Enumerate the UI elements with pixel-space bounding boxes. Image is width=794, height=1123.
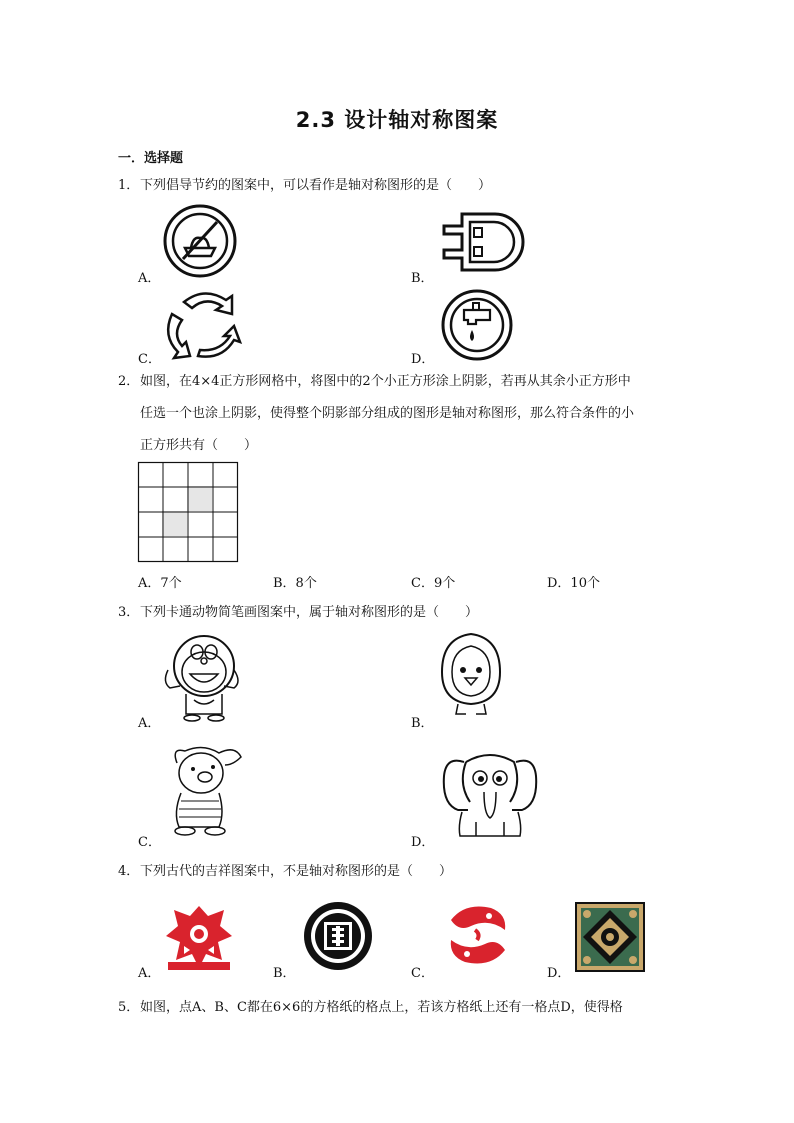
- q2-text-line-1: 如图，在4×4正方形网格中，将图中的2个小正方形涂上阴影，若再从其余小正方形中: [140, 374, 631, 389]
- q3-option-d[interactable]: D．: [411, 835, 435, 850]
- q3-option-b[interactable]: B．: [411, 716, 434, 731]
- section-heading: 一．选择题: [118, 151, 184, 166]
- red-phoenix-paper-cut-icon: [164, 902, 234, 972]
- red-double-fish-icon: [445, 900, 511, 970]
- q4-option-d[interactable]: D．: [547, 966, 571, 981]
- q4-option-a[interactable]: A．: [138, 966, 161, 981]
- q1-number: 1．: [118, 178, 140, 193]
- q3-number: 3．: [118, 605, 140, 620]
- q4-text: 下列古代的吉祥图案中，不是轴对称图形的是（ ）: [140, 864, 453, 879]
- q1-text: 下列倡导节约的图案中，可以看作是轴对称图形的是（ ）: [140, 178, 492, 193]
- q1-option-d[interactable]: D．: [411, 352, 435, 367]
- penguin-icon: [438, 632, 504, 720]
- q3-option-a[interactable]: A．: [138, 716, 161, 731]
- q2-option-c[interactable]: C．9个: [411, 576, 456, 591]
- piglet-icon: [163, 743, 245, 839]
- q3-text: 下列卡通动物简笔画图案中，属于轴对称图形的是（ ）: [140, 605, 479, 620]
- q4-option-b[interactable]: B．: [273, 966, 296, 981]
- q1-option-a[interactable]: A．: [138, 271, 161, 286]
- q5-number: 5．: [118, 1000, 140, 1015]
- elephant-icon: [440, 752, 540, 840]
- q5-text: 如图，点A、B、C都在6×6的方格纸的格点上，若该方格纸上还有一格点D，使得格: [140, 1000, 623, 1015]
- recycle-arrows-icon: [162, 288, 246, 360]
- q2-option-a[interactable]: A．7个: [138, 576, 182, 591]
- water-faucet-icon: [440, 288, 514, 362]
- square-lattice-ornament-icon: [575, 902, 645, 972]
- doraemon-icon: [160, 630, 244, 722]
- q2-option-d[interactable]: D．10个: [547, 576, 600, 591]
- grid-4x4-figure: [138, 462, 238, 562]
- q1-option-c[interactable]: C．: [138, 352, 161, 367]
- page-title: 2.3 设计轴对称图案: [295, 108, 499, 132]
- q4-number: 4．: [118, 864, 140, 879]
- q2-text-line-3: 正方形共有（ ）: [140, 438, 258, 453]
- q2-text-line-2: 任选一个也涂上阴影，使得整个阴影部分组成的图形是轴对称图形，那么符合条件的小: [140, 406, 635, 421]
- q2-option-b[interactable]: B．8个: [273, 576, 317, 591]
- q3-option-c[interactable]: C．: [138, 835, 161, 850]
- q4-option-c[interactable]: C．: [411, 966, 434, 981]
- no-food-waste-icon: [163, 204, 237, 278]
- q1-option-b[interactable]: B．: [411, 271, 434, 286]
- plug-socket-icon: [440, 210, 530, 274]
- round-shou-medallion-icon: [302, 900, 374, 972]
- q2-number: 2．: [118, 374, 140, 389]
